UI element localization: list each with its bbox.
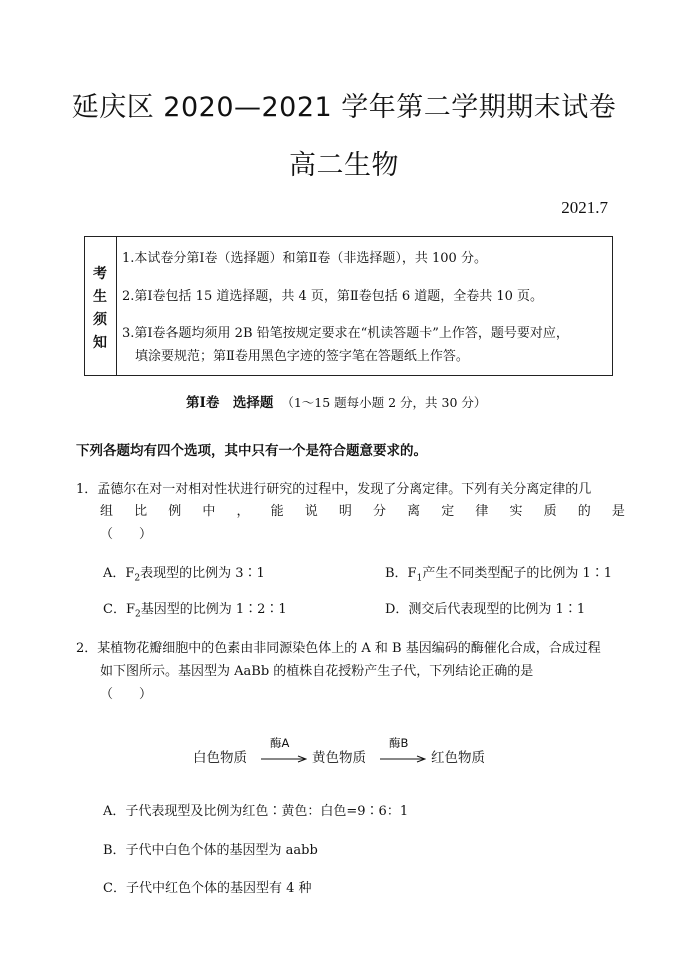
exam-date: 2021.7 bbox=[561, 198, 608, 217]
q2-option-a: A．子代表现型及比例为红色∶黄色：白色=9∶6：1 bbox=[103, 804, 409, 819]
q1-option-a: A．$F_2$表现型的比例为 3∶1 bbox=[103, 566, 265, 584]
notice-item-3: 3.第Ⅰ卷各题均须用 2B 铅笔按规定要求在“机读答题卡”上作答，题号要对应， bbox=[122, 326, 569, 341]
q2-option-b: B．子代中白色个体的基因型为 aabb bbox=[103, 843, 318, 858]
diagram-enzyme-a: 酶A bbox=[270, 736, 290, 750]
diagram-arrow-2 bbox=[380, 755, 426, 763]
notice-label-char: 考 bbox=[93, 266, 107, 282]
q1-stem-line1: 1．孟德尔在对一对相对性状进行研究的过程中，发现了分离定律。下列有关分离定律的几 bbox=[76, 482, 592, 497]
q1-option-d: D．测交后代表现型的比例为 1∶1 bbox=[385, 602, 586, 617]
diagram-enzyme-b: 酶B bbox=[389, 736, 409, 750]
notice-item-3-cont: 填涂要规范；第Ⅱ卷用黑色字迹的签字笔在答题纸上作答。 bbox=[135, 349, 469, 364]
q1-stem-line2: 组 比 例 中 ， 能 说 明 分 离 定 律 实 质 的 是 bbox=[100, 504, 625, 519]
diagram-node-red: 红色物质 bbox=[431, 750, 485, 766]
q2-stem-line1: 2．某植物花瓣细胞中的色素由非同源染色体上的 A 和 B 基因编码的酶催化合成，合成过程 bbox=[76, 641, 601, 656]
section-note: （1～15 题每小题 2 分，共 30 分） bbox=[281, 395, 487, 410]
section-name: 第Ⅰ卷 选择题 bbox=[186, 395, 274, 411]
exam-subject: 高二生物 bbox=[289, 150, 399, 181]
notice-item-2: 2.第Ⅰ卷包括 15 道选择题，共 4 页，第Ⅱ卷包括 6 道题，全卷共 10 页。 bbox=[122, 289, 544, 304]
section-instruction: 下列各题均有四个选项，其中只有一个是符合题意要求的。 bbox=[76, 443, 427, 459]
q1-answer-blank: （ ） bbox=[100, 527, 153, 542]
q2-answer-blank: （ ） bbox=[100, 687, 153, 702]
diagram-node-yellow: 黄色物质 bbox=[312, 750, 366, 766]
section-heading bbox=[186, 391, 486, 411]
notice-item-1: 1.本试卷分第Ⅰ卷（选择题）和第Ⅱ卷（非选择题），共 100 分。 bbox=[122, 251, 487, 266]
q2-stem-line2: 如下图所示。基因型为 AaBb 的植株自花授粉产生子代，下列结论正确的是 bbox=[100, 664, 534, 679]
notice-label-char: 知 bbox=[93, 335, 107, 351]
diagram-arrow-1 bbox=[261, 755, 307, 763]
q1-option-b: B．$F_1$产生不同类型配子的比例为 1∶1 bbox=[385, 566, 612, 584]
notice-label-char: 生 bbox=[93, 289, 107, 305]
q2-option-c: C．子代中红色个体的基因型有 4 种 bbox=[103, 881, 312, 896]
notice-label bbox=[85, 237, 117, 375]
q1-option-c: C．$F_2$基因型的比例为 1∶2∶1 bbox=[103, 602, 287, 620]
exam-title: 延庆区 2020—2021 学年第二学期期末试卷 bbox=[71, 92, 617, 123]
candidate-notice-box bbox=[84, 236, 613, 376]
notice-label-char: 须 bbox=[93, 312, 107, 328]
diagram-node-white: 白色物质 bbox=[193, 750, 247, 766]
